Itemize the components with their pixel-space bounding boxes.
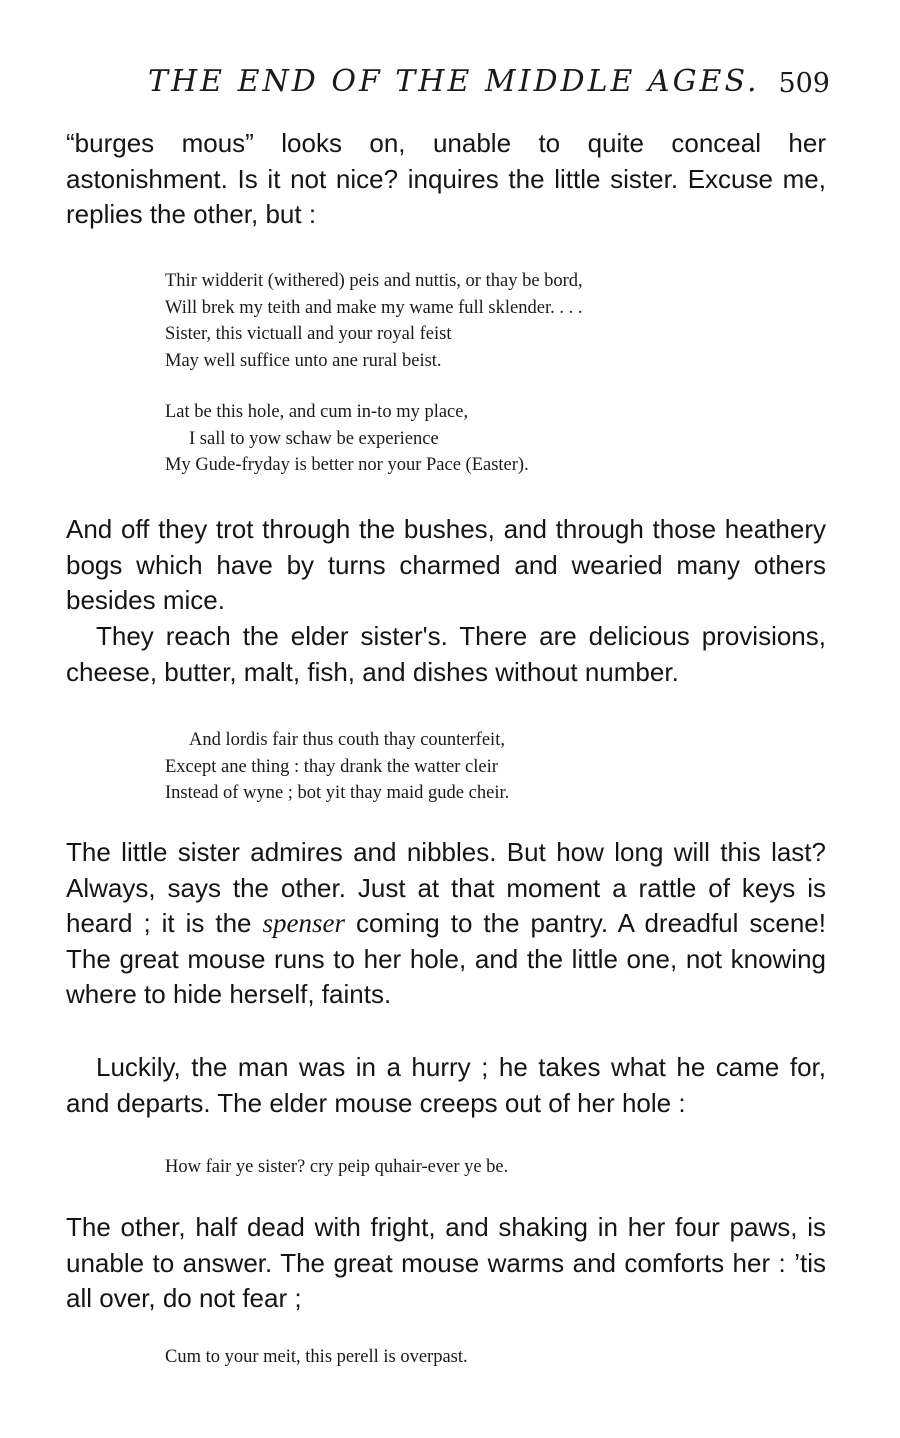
verse-line: How fair ye sister? cry peip quhair-ever ye be.: [165, 1157, 509, 1177]
paragraph-4-text-a: The little sister admires and nibbles. But how long will this last? Always, says the other. Just at that moment a rattle of keys is heard ; it is the: [66, 837, 826, 938]
verse-block-1: [165, 268, 583, 374]
page-number: 509: [778, 68, 830, 99]
verse-line: Instead of wyne ; bot yit thay maid gude cheir.: [165, 783, 510, 803]
paragraph-6: The other, half dead with fright, and shaking in her four paws, is unable to answer. The great mouse warms and comforts her : ’tis all over, do not fear ;: [66, 1212, 826, 1313]
verse-line: Cum to your meit, this perell is overpast.: [165, 1347, 468, 1367]
running-title: THE END OF THE MIDDLE AGES.: [148, 64, 760, 99]
verse-line: Except ane thing : thay drank the watter cleir: [165, 756, 498, 777]
verse-line: And lordis fair thus couth thay counterfeit,: [189, 730, 505, 750]
italic-term-spenser: spenser: [262, 908, 345, 938]
verse-line: May well suffice unto ane rural beist.: [165, 350, 442, 371]
verse-line: Will brek my teith and make my wame full sklender. . . .: [165, 297, 583, 318]
verse-line: Lat be this hole, and cum in-to my place,: [165, 402, 469, 422]
paragraph-3: They reach the elder sister's. There are delicious provisions, cheese, butter, malt, fish, and dishes without number.: [66, 621, 826, 687]
paragraph-5: Luckily, the man was in a hurry ; he takes what he came for, and departs. The elder mouse creeps out of her hole :: [66, 1052, 826, 1118]
paragraph-1: “burges mous” looks on, unable to quite conceal her astonishment. Is it not nice? inquires the little sister. Excuse me, replies the other, but :: [66, 128, 826, 229]
paragraph-2: And off they trot through the bushes, and through those heathery bogs which have by turns charmed and wearied many others besides mice.: [66, 514, 826, 615]
paragraph-4: [66, 835, 826, 1013]
verse-block-4: [165, 1154, 508, 1181]
paragraph-4-text-b: coming to the pantry. A dreadful scene! The great mouse runs to her hole, and the little one, not knowing where to hide herself, faints.: [66, 908, 826, 1009]
page-header: [148, 64, 830, 104]
verse-block-2: [165, 399, 529, 479]
verse-line: I sall to yow schaw be experience: [189, 428, 439, 449]
verse-block-3: [165, 727, 509, 807]
verse-line: My Gude-fryday is better nor your Pace (Easter).: [165, 455, 529, 475]
verse-line: Thir widderit (withered) peis and nuttis, or thay be bord,: [165, 271, 583, 291]
verse-line: Sister, this victuall and your royal feist: [165, 324, 452, 344]
verse-block-5: [165, 1344, 468, 1371]
